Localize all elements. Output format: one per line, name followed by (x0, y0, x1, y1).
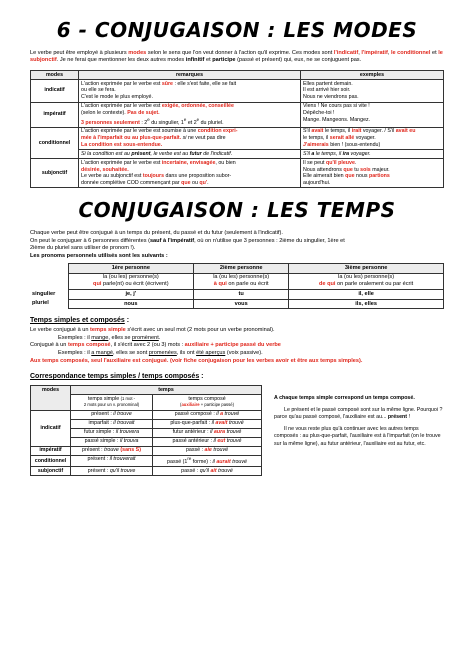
cell: présent : trouve (sans S) (71, 446, 153, 455)
column-header-3ieme-personne: 3ième personne (289, 264, 444, 274)
cell: passé composé : il a trouvé (153, 410, 262, 419)
example-cell: S'il a le temps, il ira voyager. (301, 150, 444, 159)
pronoun-cell: nous (68, 299, 194, 309)
table-row (31, 467, 262, 476)
mode-name: subjonctif (31, 467, 71, 476)
mode-name: conditionnel (31, 127, 79, 159)
row-label: pluriel (30, 299, 68, 309)
cell: plus-que-parfait : il avait trouvé (153, 419, 262, 428)
table-row (31, 446, 262, 455)
cell: passé : qu'il ait trouvé (153, 467, 262, 476)
table-header-row (31, 70, 444, 79)
table-row-singulier (30, 290, 444, 300)
example-cell: Il se peut qu'il pleuve. Nous attendrons que tu sois majeur. Elle aimerait bien que nous partions aujourd'hui. (301, 159, 444, 188)
note-heading: A chaque temps simple correspond un temps composé. (274, 394, 415, 401)
table-row (31, 410, 262, 419)
cell: passé simple : il trouva (71, 437, 153, 446)
table-row-conditionnel-2 (31, 150, 444, 159)
example-cell: la (ou les) personne(s) qui parle(nt) ou écrit (écrivent) (68, 273, 194, 290)
column-header-1ere-personne: 1ère personne (68, 264, 194, 274)
table-row-subjonctif (31, 159, 444, 188)
example-cell: S'il avait le temps, il irait voyager. / S'il avait eu le temps, il serait allé voyager. J'aimerais bien ! (sous-entendu) (301, 127, 444, 149)
remark-cell: L'action exprimée par le verbe est exigée, ordonnée, conseillée (selon le contexte). Pas de sujet. 3 personnes seulement : 2e du singulier, 1e et 2e du pluriel. (79, 102, 301, 127)
example-cell: Elles partent demain. Il est arrivé hier soir. Nous ne viendrons pas. (301, 80, 444, 102)
modes-table (30, 70, 444, 188)
remark-cell: Si la condition est au présent, le verbe est au futur de l'indicatif. (79, 150, 301, 159)
pronoun-cell: ils, elles (289, 299, 444, 309)
correspondance-table (30, 385, 262, 476)
pronoun-cell: je, j' (68, 290, 194, 300)
temps-simples-composes-text: Le verbe conjugué à un temps simple s'écrit avec un seul mot (2 mots pour un verbe pronominal). Exemples : il mange, elles se promènent. Conjugué à un temps composé, il s'écrit avec 2 (ou 3) mots : auxiliaire + participe passé du verbe Exemples : il a mangé, elles se sont promenées, ils ont été aperçus (voix passive). Aux temps composés, seul l'auxiliaire est conjugué. (voir fiche conjugaison pour les verbes avoir et être aux temps simples). (30, 327, 363, 364)
note-paragraph: Il ne vous reste plus qu'à continuer avec les autres temps composés : au plus-que-parfait, l'auxiliaire est à l'imparfait (on le trouve sur la même ligne), au futur antérieur, l'auxiliaire est au futur, etc. (274, 426, 441, 447)
table-row (31, 455, 262, 467)
modes-intro-paragraph: Le verbe peut être employé à plusieurs modes selon le sens que l'on veut donner à l'action qu'il exprime. Ces modes sont l'indicatif, l'impératif, le conditionnel et le subjonctif. Je ne ferai que mentionner les deux autres modes infinitif et participe (passé et présent) qui, eux, ne se conjuguent pas. (30, 50, 443, 64)
mode-name: subjonctif (31, 159, 79, 188)
note-paragraph: Le présent et le passé composé sont sur la même ligne. Pourquoi ? parce qu'au passé composé, l'auxiliaire est au... présent ! (274, 407, 443, 421)
heading-correspondance: Correspondance temps simples / temps composés : (30, 373, 204, 381)
column-header-modes: modes (31, 385, 71, 410)
table-row-examples (30, 273, 444, 290)
mode-name: conditionnel (31, 455, 71, 467)
table-row-imperatif (31, 102, 444, 127)
cell: présent : il trouve (71, 410, 153, 419)
remark-cell: L'action exprimée par le verbe est soumise à une condition expri- mée à l'imparfait ou au plus-que-parfait. si ne veut pas dire La condition est sous-entendue. (79, 127, 301, 149)
pronoun-cell: il, elle (289, 290, 444, 300)
page-title: 6 - CONJUGAISON : LES MODES (56, 18, 418, 42)
column-header-2ieme-personne: 2ième personne (194, 264, 289, 274)
example-cell: Viens ! Ne cours pas si vite ! Dépêche-toi ! Mange. Mangeons. Mangez. (301, 102, 444, 127)
mode-name: indicatif (31, 410, 71, 446)
remark-cell: L'action exprimée par le verbe est sûre : elle s'est faite, elle se fait ou elle se fera. C'est le mode le plus employé. (79, 80, 301, 102)
cell: imparfait : il trouvait (71, 419, 153, 428)
cell: futur simple : il trouvera (71, 428, 153, 437)
cell: passé antérieur : il eut trouvé (153, 437, 262, 446)
table-row-indicatif (31, 80, 444, 102)
remark-cell: L'action exprimée par le verbe est incertaine, envisagée, ou bien désirée, souhaitée. Le verbe au subjonctif est toujours dans une proposition subor- donnée complétive COD commençant par que ou qu'. (79, 159, 301, 188)
subheader-simple: temps simple (1 mot - 2 mots pour un v. pronominal) (71, 395, 153, 411)
mode-name: impératif (31, 446, 71, 455)
mode-name: indicatif (31, 80, 79, 102)
cell: passé : aie trouvé (153, 446, 262, 455)
cell: futur antérieur : il aura trouvé (153, 428, 262, 437)
heading-temps-simples-composes: Temps simples et composés : (30, 317, 130, 325)
table-header-row (31, 385, 262, 394)
cell: présent : il trouverait (71, 455, 153, 467)
pronouns-table (30, 263, 444, 309)
column-header-exemples: exemples (301, 70, 444, 79)
section-title-temps: CONJUGAISON : LES TEMPS (78, 198, 396, 223)
subheader-compose: temps composé (auxiliaire + participe passé) (153, 395, 262, 411)
temps-intro-paragraph: Chaque verbe peut être conjugué à un temps du présent, du passé et du futur (seulement à l'indicatif). On peut le conjuguer à 6 personnes différentes (sauf à l'impératif, où on n'utilise que 3 personnes : 2ième du singulier, 1ère et 2ième du pluriel sans utiliser de pronom !). Les pronoms personnels utilisés sont les suivants : (30, 230, 345, 259)
column-header-modes: modes (31, 70, 79, 79)
column-header-remarques: remarques (79, 70, 301, 79)
example-cell: la (ou les) personne(s) de qui on parle oralement ou par écrit (289, 273, 444, 290)
table-row-pluriel (30, 299, 444, 309)
cell: passé (1re forme) : il aurait trouvé (153, 455, 262, 467)
pronoun-cell: tu (194, 290, 289, 300)
table-header-row (30, 264, 444, 274)
table-row-conditionnel (31, 127, 444, 149)
correspondance-note (262, 385, 444, 476)
example-cell: la (ou les) personne(s) à qui on parle ou écrit (194, 273, 289, 290)
mode-name: impératif (31, 102, 79, 127)
row-label: singulier (30, 290, 68, 300)
column-header-temps: temps (71, 385, 262, 394)
cell: présent : qu'il trouve (71, 467, 153, 476)
correspondance-section (30, 385, 444, 476)
pronoun-cell: vous (194, 299, 289, 309)
